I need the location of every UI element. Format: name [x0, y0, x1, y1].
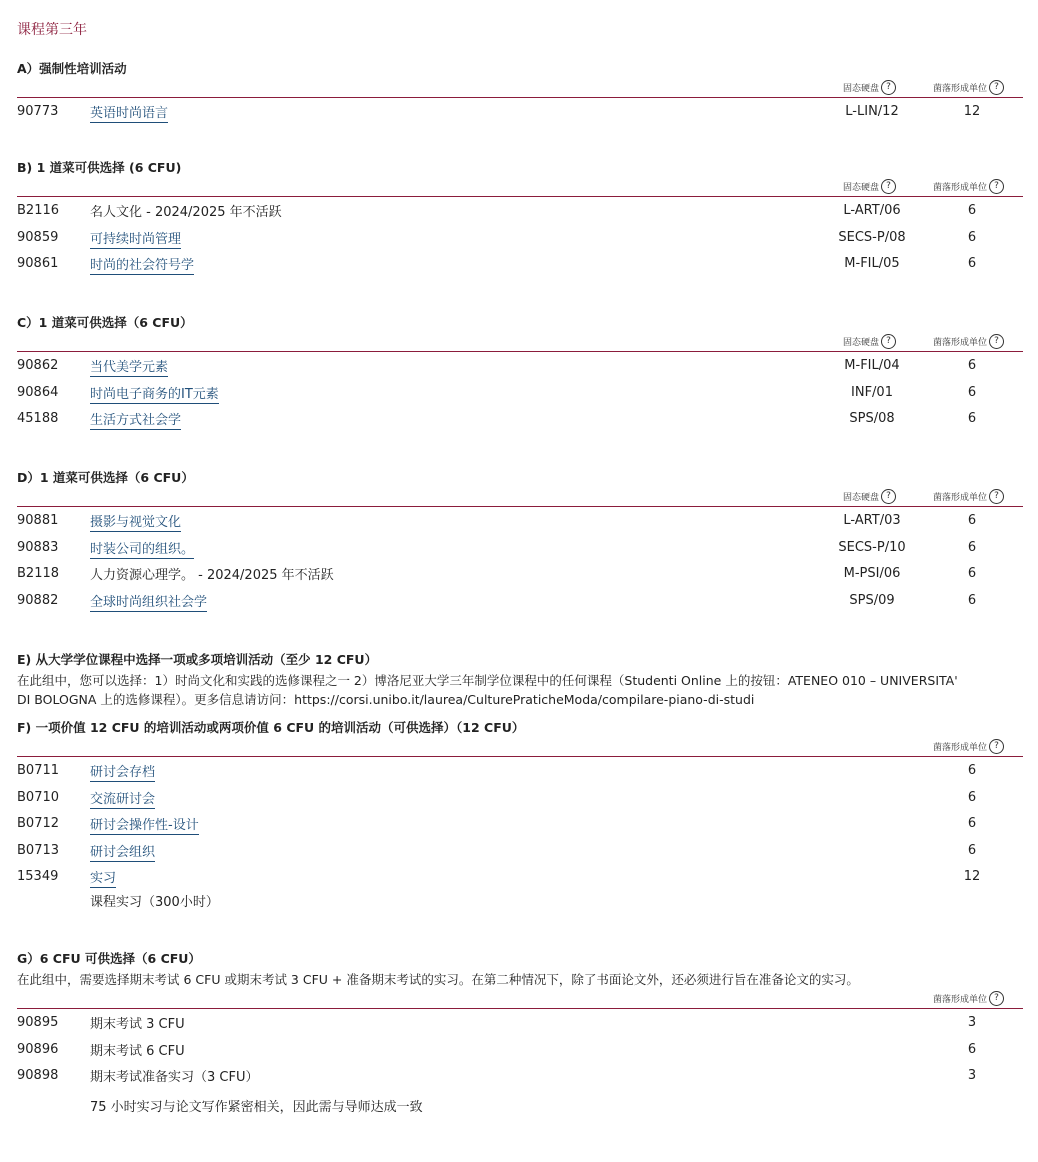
course-cfu: 6 [967, 229, 977, 245]
table-row [17, 224, 1023, 251]
ssd-header: 固态硬盘 ? [843, 334, 896, 349]
table-row [17, 757, 1023, 784]
course-code: 90861 [17, 256, 59, 271]
course-note: 75 小时实习与论文写作紧密相关，因此需与导师达成一致 [90, 1100, 423, 1115]
course-ssd: L-LIN/12 [845, 104, 899, 119]
course-ssd: L-ART/03 [843, 513, 901, 528]
course-code: 90881 [17, 513, 59, 528]
table-row [17, 507, 1023, 534]
course-link[interactable]: 实习 [90, 867, 116, 888]
table-header [17, 78, 1023, 98]
course-code: B0711 [17, 763, 60, 778]
table-row [17, 810, 1023, 837]
table-header [17, 989, 1023, 1009]
course-ssd: M-FIL/05 [844, 256, 900, 271]
table-row [17, 405, 1023, 432]
table-header [17, 487, 1023, 507]
help-icon[interactable]: ? [989, 80, 1004, 95]
course-cfu: 6 [967, 384, 977, 400]
help-icon[interactable]: ? [989, 739, 1004, 754]
cfu-header: 菌落形成单位 ? [933, 179, 1004, 194]
section-a [17, 60, 1023, 125]
table-row [17, 534, 1023, 561]
year-title: 课程第三年 [17, 22, 87, 38]
table-header [17, 332, 1023, 352]
course-code: 15349 [17, 869, 59, 884]
section-title: A）强制性培训活动 [17, 61, 127, 76]
help-icon[interactable]: ? [881, 489, 896, 504]
table-row [17, 98, 1023, 125]
course-code: B2118 [17, 566, 60, 581]
table-row [17, 197, 1023, 224]
course-cfu: 6 [967, 539, 977, 555]
table-header [17, 177, 1023, 197]
table-row [17, 1009, 1023, 1036]
table-row [17, 863, 1023, 890]
course-link[interactable]: 研讨会操作性-设计 [90, 814, 199, 835]
course-code: B0712 [17, 816, 60, 831]
course-name: 期末考试 6 CFU [90, 1043, 185, 1059]
course-cfu: 6 [967, 256, 977, 271]
table-header [17, 737, 1023, 757]
section-f [17, 719, 1023, 910]
course-name: 期末考试准备实习（3 CFU） [90, 1070, 259, 1085]
course-name: 人力资源心理学。 - 2024/2025 年不活跃 [90, 568, 334, 583]
section-description: 在此组中，需要选择期末考试 6 CFU 或期末考试 3 CFU + 准备期末考试的实习。在第二种情况下，除了书面论文外，还必须进行旨在准备论文的实习。 [17, 972, 859, 987]
course-code: 90862 [17, 358, 59, 373]
course-cfu: 6 [967, 411, 977, 426]
table-row [17, 1062, 1023, 1089]
section-title: C）1 道菜可供选择（6 CFU） [17, 315, 193, 330]
course-code: 90859 [17, 229, 59, 245]
section-description: 在此组中，您可以选择：1）时尚文化和实践的选修课程之一 2）博洛尼亚大学三年制学位课程中的任何课程（Studenti Online 上的按钮：ATENEO 010 – UNIVERSITA' DI BOLOGNA 上的选修课程）。更多信息请访问：https://corsi.unibo.it/laurea/CulturePraticheModa/compilare-piano-di-studi [17, 673, 958, 707]
help-icon[interactable]: ? [989, 489, 1004, 504]
course-cfu: 6 [967, 763, 977, 778]
course-ssd: SECS-P/08 [838, 229, 906, 245]
section-title: B) 1 道菜可供选择 (6 CFU) [17, 160, 182, 175]
table-row [17, 250, 1023, 277]
table-row [17, 784, 1023, 811]
course-cfu: 6 [967, 592, 977, 608]
help-icon[interactable]: ? [989, 179, 1004, 194]
section-title: E) 从大学学位课程中选择一项或多项培训活动（至少 12 CFU） [17, 652, 378, 667]
help-icon[interactable]: ? [989, 334, 1004, 349]
section-d [17, 469, 1023, 613]
table-row [17, 1036, 1023, 1063]
cfu-header: 菌落形成单位 ? [933, 334, 1004, 349]
course-ssd: SPS/09 [849, 592, 895, 608]
section-title: D）1 道菜可供选择（6 CFU） [17, 470, 194, 485]
section-e [17, 651, 1023, 709]
course-link[interactable]: 英语时尚语言 [90, 102, 168, 123]
course-code: B2116 [17, 203, 60, 218]
cfu-header: 菌落形成单位 ? [933, 80, 1004, 95]
course-link[interactable]: 全球时尚组织社会学 [90, 591, 207, 612]
section-title: F) 一项价值 12 CFU 的培训活动或两项价值 6 CFU 的培训活动（可供选择）（12 CFU） [17, 720, 525, 735]
table-row [17, 587, 1023, 614]
help-icon[interactable]: ? [881, 179, 896, 194]
table-row [17, 352, 1023, 379]
course-cfu: 3 [967, 1015, 977, 1030]
course-cfu: 6 [967, 566, 977, 581]
course-cfu: 6 [967, 513, 977, 528]
course-link[interactable]: 研讨会存档 [90, 761, 155, 782]
ssd-header: 固态硬盘 ? [843, 179, 896, 194]
cfu-header: 菌落形成单位 ? [933, 739, 1004, 754]
ssd-header: 固态硬盘 ? [843, 489, 896, 504]
course-cfu: 6 [967, 1041, 977, 1057]
course-link[interactable]: 可持续时尚管理 [90, 228, 181, 249]
course-code: 90773 [17, 104, 59, 119]
section-title: G）6 CFU 可供选择（6 CFU） [17, 951, 201, 966]
help-icon[interactable]: ? [881, 80, 896, 95]
course-ssd: SPS/08 [849, 411, 895, 426]
course-note: 课程实习（300小时） [90, 895, 219, 910]
course-code: 90896 [17, 1041, 59, 1057]
table-row [17, 379, 1023, 406]
course-name: 名人文化 - 2024/2025 年不活跃 [90, 205, 282, 220]
course-ssd: SECS-P/10 [838, 539, 906, 555]
course-link[interactable]: 当代美学元素 [90, 356, 168, 377]
course-link[interactable]: 时尚的社会符号学 [90, 254, 194, 275]
cfu-header: 菌落形成单位 ? [933, 489, 1004, 504]
course-ssd: L-ART/06 [843, 203, 901, 218]
course-link[interactable]: 研讨会组织 [90, 841, 155, 862]
course-code: 90864 [17, 384, 59, 400]
course-cfu: 12 [963, 869, 981, 884]
course-cfu: 3 [967, 1068, 977, 1083]
course-cfu: 6 [967, 842, 977, 858]
course-cfu: 6 [967, 789, 977, 805]
course-code: 90895 [17, 1015, 59, 1030]
table-row [17, 560, 1023, 587]
course-code: 45188 [17, 411, 59, 426]
course-code: 90898 [17, 1068, 59, 1083]
course-code: 90882 [17, 592, 59, 608]
ssd-header: 固态硬盘 ? [843, 80, 896, 95]
course-cfu: 6 [967, 203, 977, 218]
help-icon[interactable]: ? [989, 991, 1004, 1006]
section-g [17, 950, 1023, 1115]
course-cfu: 6 [967, 816, 977, 831]
course-cfu: 6 [967, 358, 977, 373]
cfu-header: 菌落形成单位 ? [933, 991, 1004, 1006]
course-ssd: INF/01 [851, 384, 893, 400]
course-code: B0710 [17, 789, 60, 805]
course-link[interactable]: 生活方式社会学 [90, 409, 181, 430]
course-link[interactable]: 摄影与视觉文化 [90, 511, 181, 532]
course-code: B0713 [17, 842, 60, 858]
course-cfu: 12 [963, 104, 981, 119]
help-icon[interactable]: ? [881, 334, 896, 349]
course-code: 90883 [17, 539, 59, 555]
course-ssd: M-PSI/06 [843, 566, 901, 581]
course-name: 期末考试 3 CFU [90, 1017, 185, 1032]
course-link[interactable]: 时装公司的组织。 [90, 538, 194, 559]
section-c [17, 314, 1023, 432]
course-ssd: M-FIL/04 [844, 358, 900, 373]
course-link[interactable]: 交流研讨会 [90, 788, 155, 809]
section-b [17, 159, 1023, 277]
table-row [17, 837, 1023, 864]
course-link[interactable]: 时尚电子商务的IT元素 [90, 383, 219, 404]
